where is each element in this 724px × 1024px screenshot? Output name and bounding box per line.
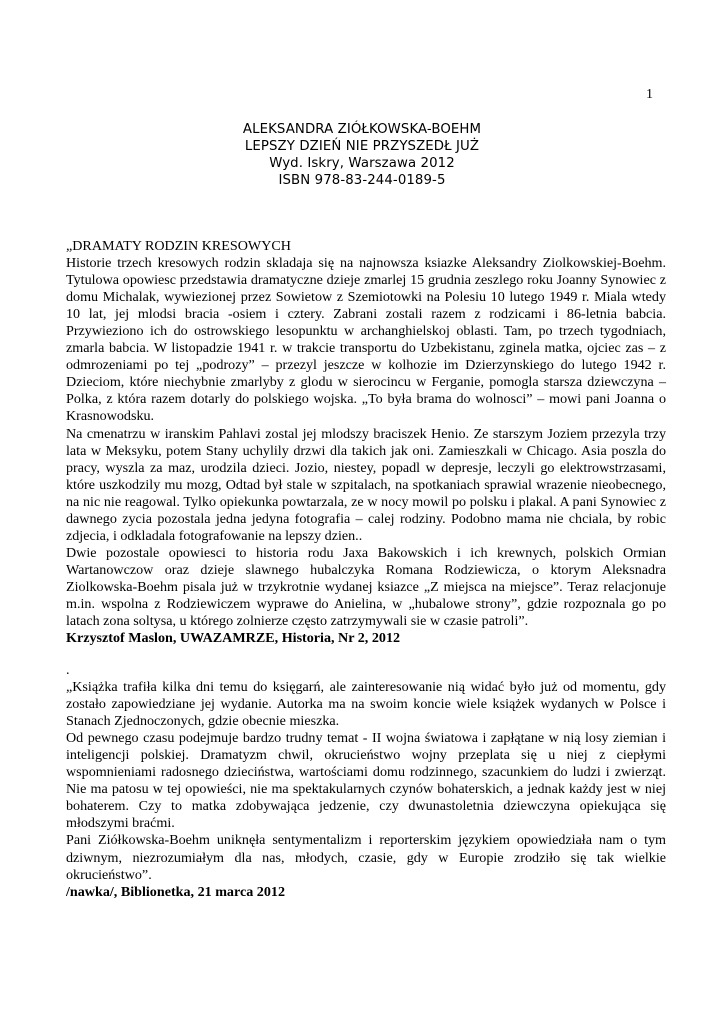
book-isbn: ISBN 978-83-244-0189-5 bbox=[278, 173, 446, 188]
review-1-paragraph: Na cmenatrzu w iranskim Pahlavi zostal jej mlodszy braciszek Henio. Ze starszym Joziem przezyla trzy lata w Meksyku, potem Stany uchylily drzwi dla takich jak oni. Zamieszkali w Chicago. Asia poszla do pracy, wyszla za maz, urodzila dzieci. Jozio, niestey, popadl w depresje, leczyli go elektrowstrzasami, które uszkodzily mu mozg, Odtad był stale w szpitalach, na spotkaniach sprawial wrazenie nieobecnego, na nic nie reagowal. Tylko opiekunka powtarzala, ze w nocy mowil po polsku i plakal. A pani Synowiec z dawnego zycia pozostala jedna jedyna fotografia – calej rodziny. Podobno mama nie chciala, by robic zdjecia, i odkladala fotografowanie na lepszy dzien.. bbox=[66, 425, 666, 544]
review-1-heading: „DRAMATY RODZIN KRESOWYCH bbox=[66, 238, 291, 254]
review-2-signature: /nawka/, Biblionetka, 21 marca 2012 bbox=[66, 883, 285, 900]
review-1-paragraph: Dwie pozostale opowiesci to historia rodu Jaxa Bakowskich i ich krewnych, polskich Ormian Wartanowczow oraz dzieje slawnego hubalczyka Romana Rodziewicza, o ktorym Aleksnadra Ziolkowska-Boehm pisala już w trzykrotnie wydanej ksiazce „Z miejsca na miejsce”. Teraz relacjonuje m.in. wspolna z Rodziewiczem wyprawe do Anielina, w „hubalowe strony”, gdzie rozpoznala go po latach zona soltysa, u którego zolnierze często zatrzymywali sie w czasie patroli”. bbox=[66, 544, 666, 630]
separator-dot: . bbox=[66, 662, 70, 678]
book-author: ALEKSANDRA ZIÓŁKOWSKA-BOEHM bbox=[242, 122, 482, 137]
review-1-signature: Krzysztof Maslon, UWAZAMRZE, Historia, Nr 2, 2012 bbox=[66, 630, 401, 647]
review-2-paragraph: Pani Ziółkowska-Boehm uniknęła sentymentalizm i reporterskim językiem opowiedziała nam o tym dziwnym, niezrozumiałym dla nas, młodych, czasie, gdy w Europie zrodziło się tak wielkie okrucieństwo”. bbox=[66, 832, 666, 883]
book-publisher: Wyd. Iskry, Warszawa 2012 bbox=[269, 156, 455, 171]
page-number: 1 bbox=[646, 87, 653, 102]
review-2 bbox=[66, 662, 666, 901]
book-header bbox=[0, 121, 724, 189]
review-1 bbox=[66, 238, 666, 647]
review-1-paragraph: Historie trzech kresowych rodzin skladaja się na najnowsza ksiazke Aleksandry Ziolkowskiej-Boehm. Tytulowa opowiesc przedstawia dramatyczne dzieje zmarlej 15 grudnia zeszlego roku Joanny Synowiec z domu Michalak, wywiezionej przez Sowietow z Szemiotowki na Polesiu 10 lutego 1949 r. Miala wtedy 10 lat, jej mlodsi bracia -osiem i cztery. Zabrani zostali razem z rodzicami i 86-letnia babcia. Przywieziono ich do ostrowskiego lesopunktu w archanghielskoj oblasti. Tam, po trzech tygodniach, zmarla babcia. W listopadzie 1941 r. w trakcie transportu do Uzbekistanu, zginela matka, ojciec zas – z odmrozeniami po tej „podrozy” – przezyl jeszcze w kolhozie im Dzierzynskiego do lutego 1942 r. Dzieciom, które niechybnie zmarlyby z glodu w sierocincu w Ferganie, pomogla starsza dziewczyna – Polka, z którа razem dotarly do polskiego wojska. „To była brama do wolnosci” – mowi pani Joanna o Krasnowodsku. bbox=[66, 255, 666, 425]
book-title: LEPSZY DZIEŃ NIE PRZYSZEDŁ JUŻ bbox=[244, 139, 480, 154]
review-2-paragraph: „Książka trafiła kilka dni temu do księgarń, ale zainteresowanie nią widać było już od momentu, gdy zostało zapowiedziane jej wydanie. Autorka ma na swoim koncie wiele książek wydanych w Polsce i Stanach Zjednoczonych, gdzie obecnie mieszka. bbox=[66, 679, 666, 730]
review-2-paragraph: Od pewnego czasu podejmuje bardzo trudny temat - II wojna światowa i zapłątane w nią losy ziemian i inteligencji polskiej. Dramatyzm chwil, okrucieństwo wojny przeplata się u niej z ciepłymi wspomnieniami radosnego dzieciństwa, wartościami domu rodzinnego, szacunkiem do ludzi i zwierząt. Nie ma patosu w tej opowieści, nie ma spektakularnych czynów bohaterskich, a jednak każdy jest w niej bohaterem. Czy to matka zdobywająca jedzenie, czy dwunastoletnia dziewczyna opiekująca się młodszymi braćmi. bbox=[66, 730, 666, 832]
